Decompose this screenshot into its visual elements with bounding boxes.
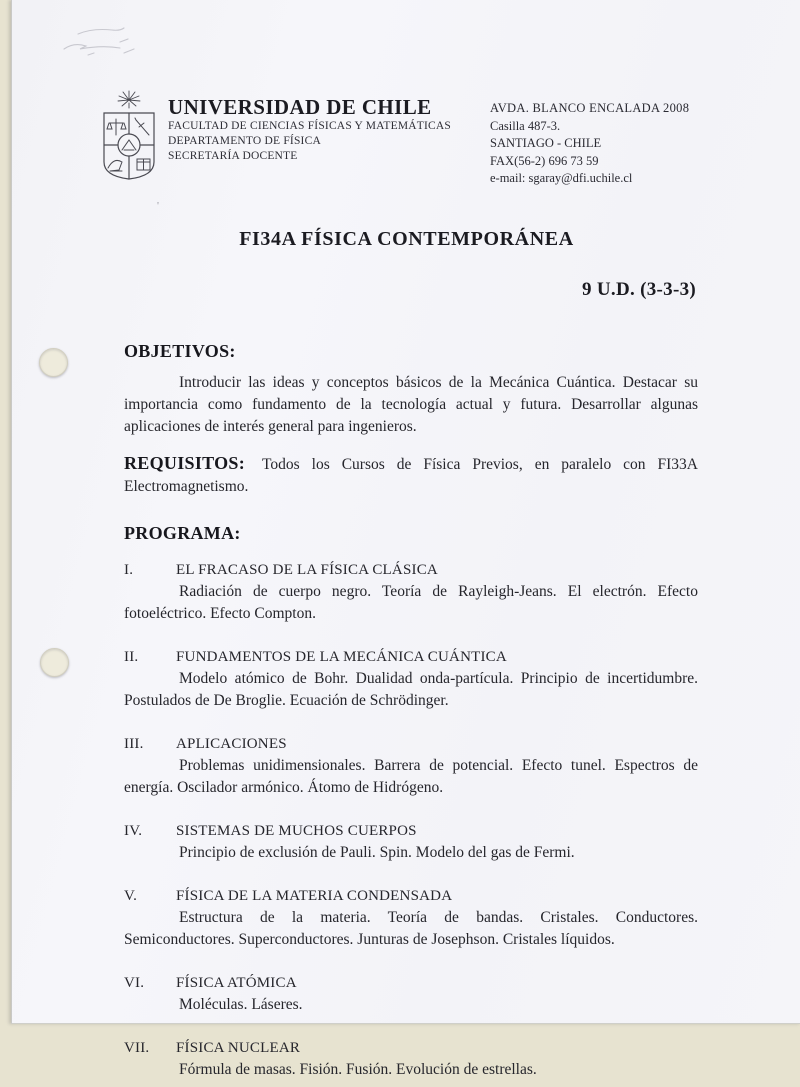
- program-item-title: FÍSICA ATÓMICA: [176, 975, 297, 991]
- course-title: FI34A FÍSICA CONTEMPORÁNEA: [239, 228, 574, 250]
- punched-hole: [39, 348, 68, 377]
- program-item-numeral: II.: [124, 649, 139, 665]
- program-heading: PROGRAMA:: [124, 523, 241, 543]
- faculty-name: FACULTAD DE CIENCIAS FÍSICAS Y MATEMÁTICAS: [168, 120, 451, 132]
- pencil-scribble-mark: [50, 18, 180, 73]
- course-credits: 9 U.D. (3-3-3): [582, 279, 696, 300]
- university-crest-logo: [95, 86, 163, 186]
- program-item-description: Problemas unidimensionales. Barrera de potencial. Efecto tunel. Espectros de energía. Oscilador armónico. Átomo de Hidrógeno.: [124, 757, 698, 796]
- requirements-paragraph: [124, 452, 698, 498]
- program-item-description: Moléculas. Láseres.: [179, 996, 303, 1013]
- university-name: UNIVERSIDAD DE CHILE: [168, 95, 432, 119]
- program-item-title: FÍSICA NUCLEAR: [176, 1040, 301, 1056]
- city-country: SANTIAGO - CHILE: [490, 136, 602, 150]
- objectives-paragraph: Introducir las ideas y conceptos básicos de la Mecánica Cuántica. Destacar su importancia como fundamento de la tecnología actual y futura. Desarrollar algunas aplicaciones de interés general para ingenieros.: [124, 374, 698, 435]
- objectives-heading: OBJETIVOS:: [124, 341, 236, 361]
- requirements-heading: REQUISITOS:: [124, 453, 246, 473]
- program-item-title: FUNDAMENTOS DE LA MECÁNICA CUÁNTICA: [176, 649, 507, 665]
- program-item: [124, 646, 698, 712]
- email-address: e-mail: sgaray@dfi.uchile.cl: [490, 171, 633, 185]
- program-item-description: Estructura de la materia. Teoría de bandas. Cristales. Conductores. Semiconductores. Superconductores. Junturas de Josephson. Cristales líquidos.: [124, 909, 698, 948]
- program-item-description: Principio de exclusión de Pauli. Spin. Modelo del gas de Fermi.: [179, 844, 575, 861]
- program-item: [124, 820, 698, 864]
- stray-pen-dot: ': [157, 200, 159, 212]
- fax-number: FAX(56-2) 696 73 59: [490, 153, 599, 168]
- program-item-title: SISTEMAS DE MUCHOS CUERPOS: [176, 823, 417, 839]
- document-body: [124, 340, 698, 1087]
- program-item: [124, 1037, 698, 1081]
- letterhead-left-block: [168, 95, 451, 164]
- program-item-description: Modelo atómico de Bohr. Dualidad onda-partícula. Principio de incertidumbre. Postulados de De Broglie. Ecuación de Schrödinger.: [124, 670, 698, 709]
- program-item-title: APLICACIONES: [176, 736, 287, 752]
- program-item-title: FÍSICA DE LA MATERIA CONDENSADA: [176, 888, 453, 904]
- po-box: Casilla 487-3.: [490, 118, 561, 133]
- program-item: [124, 885, 698, 951]
- program-item-numeral: V.: [124, 888, 138, 904]
- program-item-numeral: III.: [124, 736, 144, 752]
- program-item-numeral: VII.: [124, 1040, 150, 1056]
- program-item-description: Fórmula de masas. Fisión. Fusión. Evolución de estrellas.: [179, 1061, 537, 1078]
- letterhead-address-block: [490, 100, 689, 188]
- program-item-numeral: I.: [124, 562, 134, 578]
- program-item-numeral: VI.: [124, 975, 145, 991]
- program-item-description: Radiación de cuerpo negro. Teoría de Rayleigh-Jeans. El electrón. Efecto fotoeléctrico. Efecto Compton.: [124, 583, 698, 622]
- office-name: SECRETARÍA DOCENTE: [168, 150, 298, 162]
- program-item: [124, 733, 698, 799]
- paper-sheet: [11, 0, 800, 1078]
- program-item-numeral: IV.: [124, 823, 143, 839]
- program-list: [124, 559, 698, 1081]
- department-name: DEPARTAMENTO DE FÍSICA: [168, 135, 321, 147]
- program-item-title: EL FRACASO DE LA FÍSICA CLÁSICA: [176, 562, 438, 578]
- punched-hole: [40, 648, 69, 677]
- program-item: [124, 559, 698, 625]
- program-item: [124, 972, 698, 1016]
- requirements-text: Todos los Cursos de Física Previos, en paralelo con FI33A Electromagnetismo.: [124, 456, 698, 495]
- street-address: AVDA. BLANCO ENCALADA 2008: [490, 101, 690, 115]
